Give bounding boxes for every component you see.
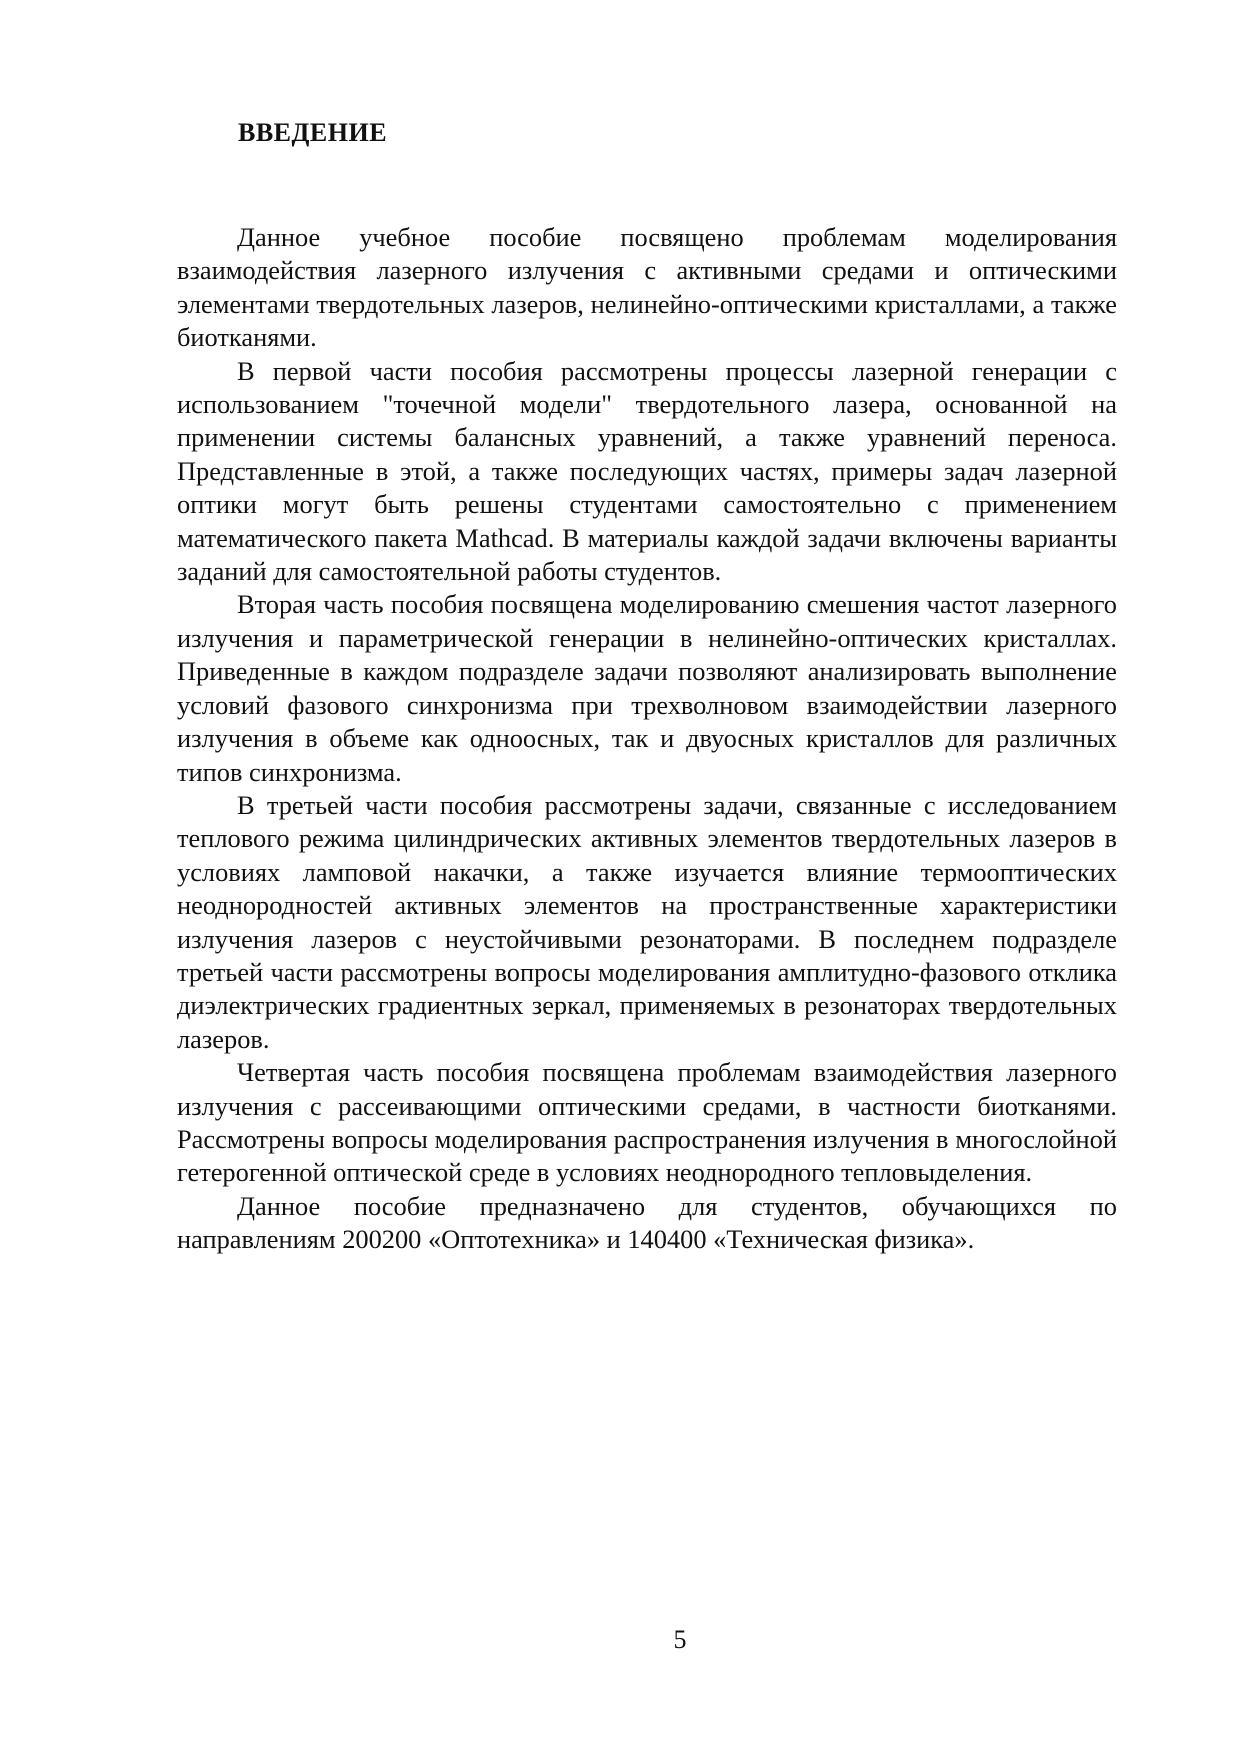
page-number: 5 [673,1625,687,1654]
paragraph: Вторая часть пособия посвящена моделированию смешения частот лазерного излучения и параметрической генерации в нелинейно-оптических кристаллах. Приведенные в каждом подразделе задачи позволяют анализировать выполнение условий фазового синхронизма при трехволновом взаимодействии лазерного излучения в объеме как одноосных, так и двуосных кристаллов для различных типов синхронизма. [177,589,1117,787]
paragraph: В третьей части пособия рассмотрены задачи, связанные с исследованием теплового режима цилиндрических активных элементов твердотельных лазеров в условиях ламповой накачки, а также изучается влияние термооптических неоднородностей активных элементов на пространственные характеристики излучения лазеров с неустойчивыми резонаторами. В последнем подразделе третьей части рассмотрены вопросы моделирования амплитудно-фазового отклика диэлектрических градиентных зеркал, применяемых в резонаторах твердотельных лазеров. [177,789,1117,1054]
page-title: ВВЕДЕНИЕ [238,118,388,147]
body-text [177,221,1117,1257]
paragraph: В первой части пособия рассмотрены процессы лазерной генерации с использованием "точечной модели" твердотельного лазера, основанной на применении системы балансных уравнений, а также уравнений переноса. Представленные в этой, а также последующих частях, примеры задач лазерной оптики могут быть решены студентами самостоятельно с применением математического пакета Mathcad. В материалы каждой задачи включены варианты заданий для самостоятельной работы студентов. [177,355,1117,587]
paragraph: Данное учебное пособие посвящено проблемам моделирования взаимодействия лазерного излучения с активными средами и оптическими элементами твердотельных лазеров, нелинейно-оптическими кристаллами, а также биотканями. [177,222,1117,353]
paragraph: Данное пособие предназначено для студентов, обучающихся по направлениям 200200 «Оптотехника» и 140400 «Техническая физика». [177,1190,1117,1255]
paragraph: Четвертая часть пособия посвящена проблемам взаимодействия лазерного излучения с рассеивающими оптическими средами, в частности биотканями. Рассмотрены вопросы моделирования распространения излучения в многослойной гетерогенной оптической среде в условиях неоднородного тепловыделения. [177,1057,1117,1188]
